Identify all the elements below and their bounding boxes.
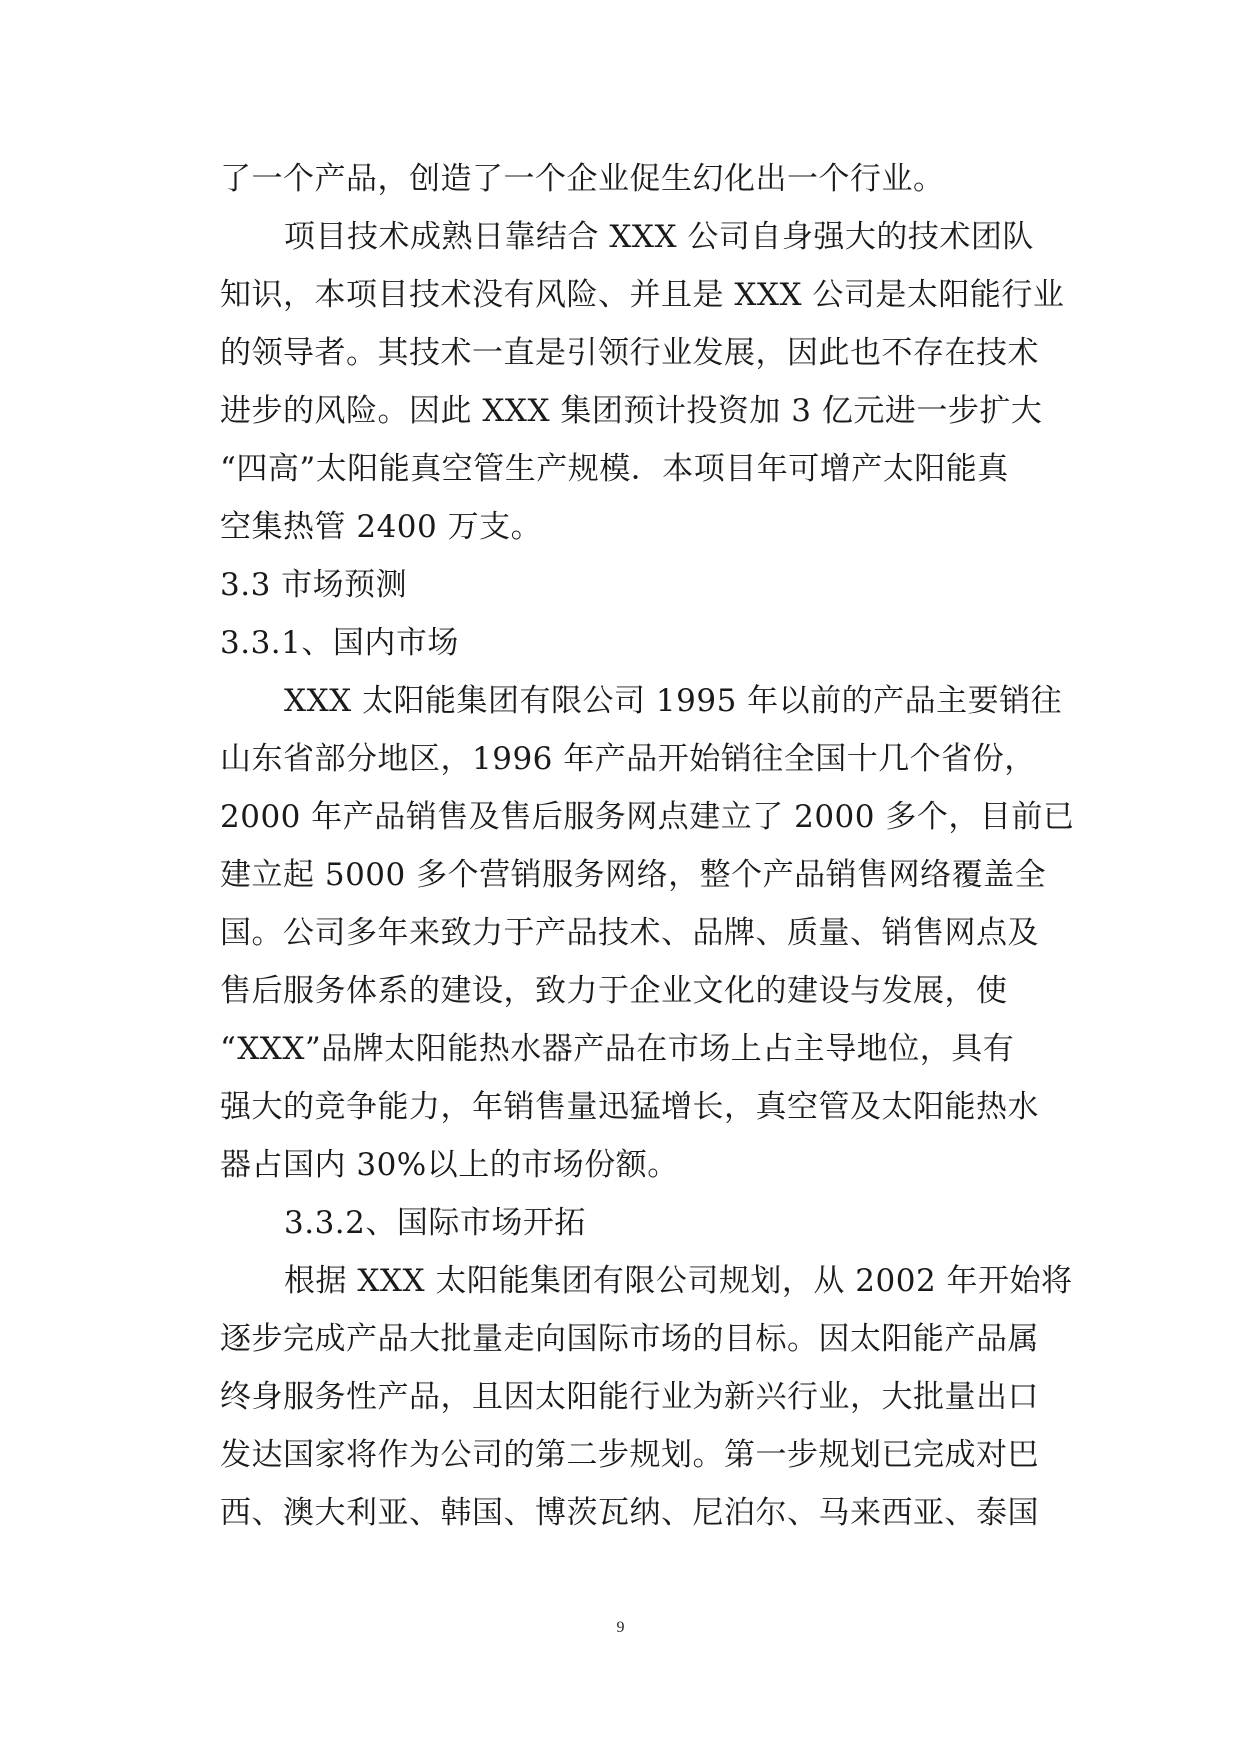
text-line: 知识，本项目技术没有风险、并且是 XXX 公司是太阳能行业 xyxy=(220,277,1065,313)
subsection-heading: 3.3.1、国内市场 xyxy=(220,625,459,661)
text-line: 建立起 5000 多个营销服务网络，整个产品销售网络覆盖全 xyxy=(220,857,1047,893)
text-line: 国。公司多年来致力于产品技术、品牌、质量、销售网点及 xyxy=(220,915,1039,951)
text-line: 发达国家将作为公司的第二步规划。第一步规划已完成对巴 xyxy=(220,1437,1039,1473)
text-line: 终身服务性产品，且因太阳能行业为新兴行业，大批量出口 xyxy=(220,1379,1039,1415)
text-line: 山东省部分地区，1996 年产品开始销往全国十几个省份， xyxy=(220,741,1036,777)
text-line: 根据 XXX 太阳能集团有限公司规划，从 2002 年开始将 xyxy=(284,1263,1073,1299)
text-line: 器占国内 30%以上的市场份额。 xyxy=(220,1147,679,1183)
text-line: 西、澳大利亚、韩国、博茨瓦纳、尼泊尔、马来西亚、泰国 xyxy=(220,1495,1039,1531)
text-line: “四高”太阳能真空管生产规模．本项目年可增产太阳能真 xyxy=(220,451,1009,487)
text-line: “XXX”品牌太阳能热水器产品在市场上占主导地位，具有 xyxy=(220,1031,1015,1067)
text-line: 2000 年产品销售及售后服务网点建立了 2000 多个，目前已 xyxy=(220,799,1075,835)
text-line: 逐步完成产品大批量走向国际市场的目标。因太阳能产品属 xyxy=(220,1321,1039,1357)
page-number: 9 xyxy=(616,1619,625,1636)
text-line: 进步的风险。因此 XXX 集团预计投资加 3 亿元进一步扩大 xyxy=(220,393,1043,429)
text-line: 的领导者。其技术一直是引领行业发展，因此也不存在技术 xyxy=(220,335,1039,371)
text-line: 项目技术成熟日靠结合 XXX 公司自身强大的技术团队 xyxy=(284,219,1034,255)
section-heading: 3.3 市场预测 xyxy=(220,567,408,603)
text-line: 强大的竞争能力，年销售量迅猛增长，真空管及太阳能热水 xyxy=(220,1089,1039,1125)
subsection-heading: 3.3.2、国际市场开拓 xyxy=(284,1205,586,1241)
text-line: 了一个产品，创造了一个企业促生幻化出一个行业。 xyxy=(220,161,945,197)
text-line: 售后服务体系的建设，致力于企业文化的建设与发展，使 xyxy=(220,973,1008,1009)
text-line: XXX 太阳能集团有限公司 1995 年以前的产品主要销往 xyxy=(284,683,1063,719)
text-line: 空集热管 2400 万支。 xyxy=(220,509,543,545)
